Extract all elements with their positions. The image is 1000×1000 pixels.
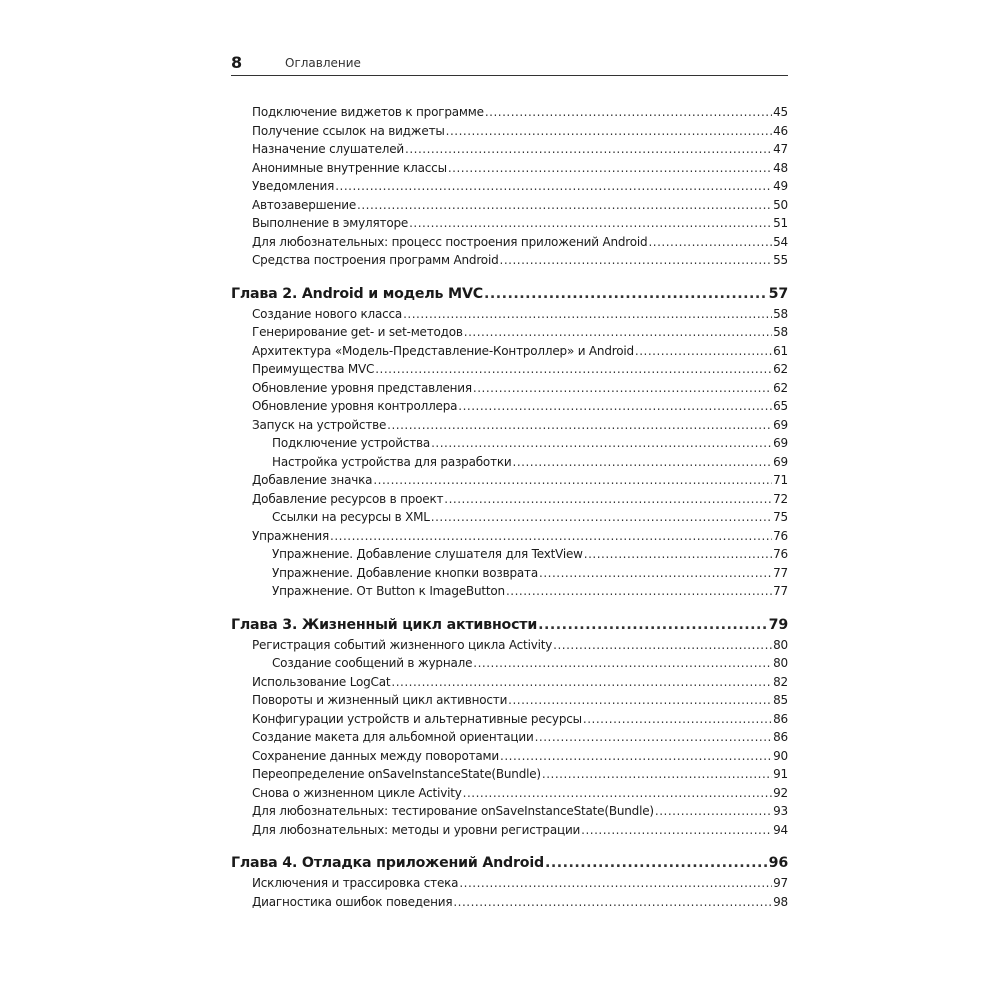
toc-entry-title: Упражнения — [252, 528, 330, 543]
dot-leader — [500, 251, 773, 270]
toc-entry-title: Архитектура «Модель-Представление-Контроллер» и Android — [252, 343, 634, 358]
toc-entry-title: Средства построения программ Android — [252, 253, 499, 267]
dot-leader — [464, 323, 772, 342]
toc-entry-page: 62 — [773, 362, 788, 376]
toc-entry-title: Добавление ресурсов в проект — [252, 491, 444, 506]
toc-entry-title: Глава 2. Android и модель MVC — [231, 285, 483, 302]
toc-entry-title: Для любознательных: тестирование onSaveInstanceState(Bundle) — [252, 804, 654, 818]
toc-entry-page: 77 — [773, 565, 788, 580]
dot-leader — [330, 527, 772, 546]
toc-entry — [231, 673, 788, 692]
toc-entry-page: 69 — [773, 454, 788, 469]
toc-entry-page: 69 — [773, 436, 788, 450]
toc-entry — [231, 233, 788, 252]
toc-entry-page: 76 — [773, 547, 788, 561]
toc-entry-page: 80 — [773, 637, 788, 652]
toc-entry — [231, 490, 788, 509]
toc-entry-page: 45 — [773, 105, 788, 119]
dot-leader — [538, 615, 768, 636]
dot-leader — [387, 416, 772, 435]
toc-entry-title: Создание макета для альбомной ориентации — [252, 730, 534, 744]
running-title: Оглавление — [285, 56, 361, 70]
running-header — [231, 53, 788, 76]
dot-leader — [553, 636, 772, 655]
dot-leader — [448, 159, 772, 178]
table-of-contents — [231, 103, 788, 911]
toc-entry — [231, 545, 788, 564]
toc-entry-page: 54 — [773, 234, 788, 249]
toc-entry — [231, 471, 788, 490]
toc-entry-title: Повороты и жизненный цикл активности — [252, 693, 508, 707]
toc-entry-title: Использование LogCat — [252, 674, 391, 689]
dot-leader — [513, 453, 773, 472]
toc-entry-page: 94 — [773, 822, 788, 837]
dot-leader — [409, 214, 772, 233]
toc-entry — [231, 103, 788, 122]
toc-entry-title: Выполнение в эмуляторе — [252, 216, 409, 230]
dot-leader — [500, 747, 772, 766]
toc-chapter-entry — [231, 615, 788, 636]
toc-entry — [231, 342, 788, 361]
dot-leader — [357, 196, 772, 215]
dot-leader — [459, 874, 772, 893]
toc-entry-title: Настройка устройства для разработки — [272, 454, 512, 469]
dot-leader — [453, 893, 772, 912]
toc-entry-page: 50 — [773, 197, 788, 212]
toc-entry-title: Подключение устройства — [272, 436, 431, 450]
toc-chapter-entry — [231, 853, 788, 874]
toc-entry — [231, 305, 788, 324]
dot-leader — [655, 802, 772, 821]
dot-leader — [473, 654, 772, 673]
toc-entry-page: 97 — [773, 876, 788, 890]
toc-entry-title: Добавление значка — [252, 473, 373, 487]
toc-entry-page: 55 — [773, 253, 788, 267]
toc-entry — [231, 765, 788, 784]
toc-entry-title: Преимущества MVC — [252, 362, 375, 376]
toc-entry-title: Обновление уровня контроллера — [252, 399, 458, 413]
dot-leader — [458, 397, 772, 416]
dot-leader — [581, 821, 772, 840]
toc-entry — [231, 821, 788, 840]
dot-leader — [446, 122, 772, 141]
toc-entry-page: 82 — [773, 674, 788, 689]
toc-entry-page: 96 — [768, 855, 788, 871]
toc-entry-title: Получение ссылок на виджеты — [252, 123, 445, 138]
toc-entry-page: 93 — [773, 804, 788, 818]
toc-entry-title: Глава 4. Отладка приложений Android — [231, 855, 544, 871]
dot-leader — [403, 305, 772, 324]
toc-entry-title: Глава 3. Жизненный цикл активности — [231, 616, 538, 633]
toc-entry-page: 76 — [773, 528, 788, 543]
dot-leader — [583, 710, 772, 729]
toc-entry — [231, 251, 788, 270]
toc-entry-page: 58 — [773, 306, 788, 321]
toc-entry-page: 80 — [773, 656, 788, 670]
toc-entry-page: 90 — [773, 748, 788, 763]
toc-entry-page: 65 — [773, 399, 788, 413]
dot-leader — [335, 177, 772, 196]
toc-entry-page: 57 — [768, 285, 788, 302]
toc-entry-title: Регистрация событий жизненного цикла Activity — [252, 637, 553, 652]
dot-leader — [444, 490, 772, 509]
toc-entry-page: 58 — [773, 325, 788, 339]
toc-entry-page: 79 — [768, 616, 788, 633]
toc-entry — [231, 140, 788, 159]
dot-leader — [473, 379, 772, 398]
toc-entry — [231, 122, 788, 141]
toc-entry — [231, 874, 788, 893]
dot-leader — [463, 784, 772, 803]
toc-entry-title: Анонимные внутренние классы — [252, 160, 447, 175]
toc-entry-title: Генерирование get- и set-методов — [252, 325, 463, 339]
toc-entry-page: 86 — [773, 730, 788, 744]
dot-leader — [431, 508, 772, 527]
dot-leader — [635, 342, 772, 361]
toc-entry-title: Создание сообщений в журнале — [272, 656, 473, 670]
toc-entry-title: Диагностика ошибок поведения — [252, 894, 453, 909]
toc-entry-page: 92 — [773, 785, 788, 800]
toc-entry — [231, 691, 788, 710]
dot-leader — [506, 582, 772, 601]
dot-leader — [648, 233, 772, 252]
toc-entry-title: Сохранение данных между поворотами — [252, 748, 500, 763]
toc-entry-page: 62 — [773, 380, 788, 395]
dot-leader — [431, 434, 772, 453]
toc-entry-title: Назначение слушателей — [252, 142, 404, 156]
toc-entry-title: Ссылки на ресурсы в XML — [272, 510, 430, 524]
toc-entry — [231, 802, 788, 821]
toc-entry — [231, 196, 788, 215]
dot-leader — [484, 284, 768, 305]
toc-entry — [231, 379, 788, 398]
dot-leader — [405, 140, 772, 159]
toc-entry-title: Обновление уровня представления — [252, 380, 472, 395]
dot-leader — [375, 360, 772, 379]
dot-leader — [508, 691, 772, 710]
toc-entry — [231, 527, 788, 546]
toc-entry-page: 61 — [773, 343, 788, 358]
toc-entry-page: 47 — [773, 142, 788, 156]
toc-entry-title: Создание нового класса — [252, 306, 403, 321]
dot-leader — [391, 673, 772, 692]
toc-entry-page: 86 — [773, 711, 788, 726]
toc-entry-title: Для любознательных: методы и уровни регистрации — [252, 822, 581, 837]
toc-entry — [231, 728, 788, 747]
dot-leader — [584, 545, 772, 564]
page-number: 8 — [231, 53, 243, 72]
toc-entry-page: 46 — [773, 123, 788, 138]
toc-entry-page: 98 — [773, 894, 788, 909]
toc-entry-page: 49 — [773, 179, 788, 193]
toc-entry-title: Уведомления — [252, 179, 335, 193]
toc-entry-title: Подключение виджетов к программе — [252, 105, 484, 119]
toc-entry-page: 72 — [773, 491, 788, 506]
toc-entry-page: 91 — [773, 767, 788, 781]
dot-leader — [542, 765, 772, 784]
toc-entry — [231, 710, 788, 729]
toc-entry-page: 75 — [773, 510, 788, 524]
toc-entry — [231, 453, 788, 472]
dot-leader — [485, 103, 772, 122]
toc-entry-title: Для любознательных: процесс построения приложений Android — [252, 234, 648, 249]
toc-chapter-entry — [231, 284, 788, 305]
toc-entry-title: Исключения и трассировка стека — [252, 876, 459, 890]
toc-entry-page: 69 — [773, 417, 788, 432]
toc-entry-title: Упражнение. Добавление слушателя для TextView — [272, 547, 583, 561]
toc-entry — [231, 747, 788, 766]
toc-entry — [231, 582, 788, 601]
toc-entry — [231, 159, 788, 178]
dot-leader — [539, 564, 772, 583]
toc-entry — [231, 434, 788, 453]
toc-entry-page: 71 — [773, 473, 788, 487]
toc-entry — [231, 177, 788, 196]
toc-entry-title: Переопределение onSaveInstanceState(Bundle) — [252, 767, 541, 781]
toc-entry — [231, 564, 788, 583]
toc-entry-title: Автозавершение — [252, 197, 357, 212]
toc-entry-title: Конфигурации устройств и альтернативные ресурсы — [252, 711, 582, 726]
toc-entry — [231, 636, 788, 655]
toc-entry-page: 85 — [773, 693, 788, 707]
dot-leader — [535, 728, 773, 747]
toc-entry — [231, 360, 788, 379]
toc-entry — [231, 416, 788, 435]
dot-leader — [545, 853, 768, 874]
toc-entry — [231, 397, 788, 416]
toc-entry — [231, 893, 788, 912]
toc-entry-title: Упражнение. Добавление кнопки возврата — [272, 565, 538, 580]
toc-entry-title: Снова о жизненном цикле Activity — [252, 785, 462, 800]
toc-entry — [231, 323, 788, 342]
toc-entry-title: Запуск на устройстве — [252, 417, 387, 432]
toc-entry — [231, 214, 788, 233]
toc-entry — [231, 784, 788, 803]
toc-entry-page: 77 — [773, 584, 788, 598]
toc-entry — [231, 654, 788, 673]
toc-entry-page: 51 — [773, 216, 788, 230]
dot-leader — [373, 471, 772, 490]
toc-entry-page: 48 — [773, 160, 788, 175]
toc-entry — [231, 508, 788, 527]
toc-entry-title: Упражнение. От Button к ImageButton — [272, 584, 505, 598]
